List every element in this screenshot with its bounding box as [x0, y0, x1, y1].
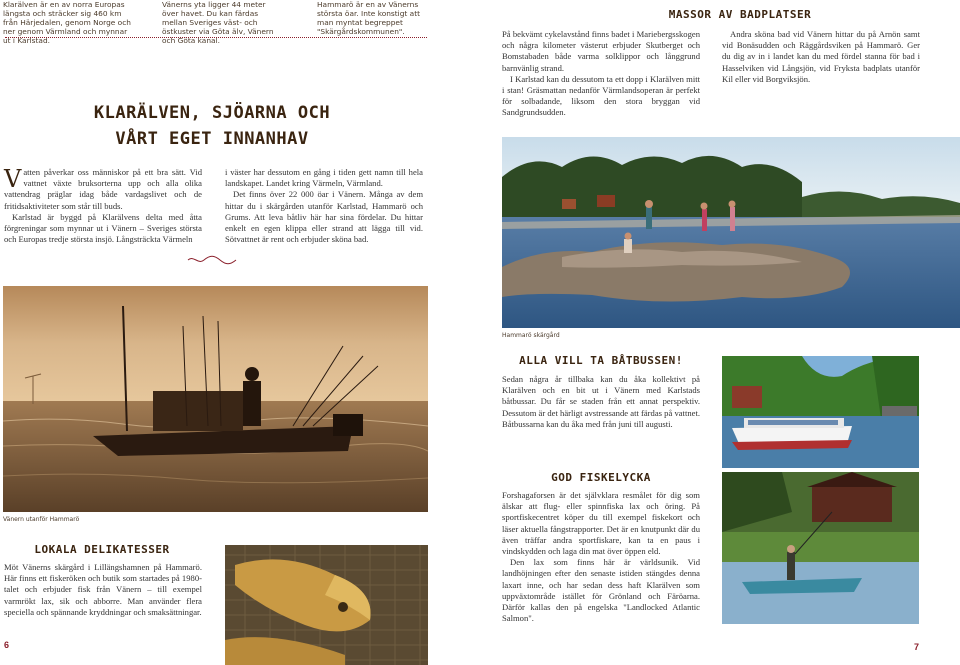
massor-paragraph: Andra sköna bad vid Vänern hittar du på Arnön samt vid Bonäsudden och Räggårdsviken på Hammarö. Ger du dig av in i landet kan du med fördel stanna för bad i Hasselviken vid Långsjön, vid Fryksta badplats utanför Kil eller vid Borgviksjön.	[722, 29, 920, 84]
intro-column-1	[4, 167, 202, 245]
drop-cap: V	[4, 165, 22, 193]
river-fishing-photo	[722, 472, 919, 624]
dotted-divider	[5, 37, 427, 38]
massor-heading: MASSOR AV BADPLATSER	[668, 8, 812, 21]
intro-paragraph-2: Karlstad är byggd på Klarälvens delta med åtta förgreningar som mynnar ut i Vänern – Sveriges största och Europas tredje största insjö. Långsträckta Värmeln	[4, 211, 202, 245]
intro-paragraph-3: i väster har dessutom en gång i tiden gett namn till hela landskapet. Landet kring Värmeln, Värmland.	[225, 167, 423, 189]
alla-column	[502, 374, 700, 430]
photo-caption-hammaro: Hammarö skärgård	[502, 332, 560, 339]
alla-heading: ALLA VILL TA BÅTBUSSEN!	[519, 354, 683, 367]
page-title-line1: KLARÄLVEN, SJÖARNA OCH	[93, 103, 331, 123]
page-number-right: 7	[914, 642, 920, 652]
massor-column	[722, 29, 920, 85]
intro-paragraph-4: Det finns över 22 000 öar i Vänern. Många av dem hittar du i skärgården utanför Karlstad, Hammarö och Grums. Att leva båtliv här har sina fördelar. Du hittar enkelt en egen klippa eller strand att lägga till vid. Sötvattnet är rent och erbjuder sköna bad.	[225, 189, 423, 245]
bad-paragraph-1: På bekvämt cykelavstånd finns badet i Mariebergsskogen och några kilometer västerut erbjuder Skutberget och Bomstabaden både varma solklippor och långgrund barnvänlig strand.	[502, 29, 700, 73]
bad-paragraph-2: I Karlstad kan du dessutom ta ett dopp i Klarälven mitt i stan! Gräsmattan nedanför Värmlandsoperan är perfekt för solbadande, liksom den stora bryggan vid Sandgrundsudden.	[502, 73, 700, 118]
fiske-paragraph-1: Forshagaforsen är det självklara resmålet för dig som älskar att flug- eller spinnfiska lax och öring. På sportfiskecentret köper du till exempel fiskekort och läser aktuella fångstrapporter. Det är en knutpunkt där du även träffar andra sportfiskare, kan ta en paus i vindskydden och laga din mat över öppen eld.	[502, 490, 700, 557]
ornament-icon	[186, 255, 238, 265]
fiske-paragraph-2: Den lax som finns här är världsunik. Vid landhöjningen efter den senaste istiden stängdes denna laxart inne, och har sedan dess haft Klarälven som uppväxtområde istället för Grönland och Färöarna. Därför kallas den på engelska "Landlocked Atlantic Salmon".	[502, 557, 700, 624]
caption-hammaro: Hammarö är en av Vänerns största öar. Inte konstigt att man myntat begreppet "Skärgårdskommunen".	[317, 0, 420, 36]
caption-klaralven: Klarälven är en av norra Europas längsta och sträcker sig 460 km från Härjedalen, genom Norge och ner genom Värmland och mynnar ut i Karlstad.	[3, 0, 131, 45]
intro-paragraph-1: atten påverkar oss människor på ett bra sätt. Vid vattnet växte bruksorterna upp och alla olika vattendrag präglar idag både vardagslivet och de fritidsaktiviteter som står till buds.	[4, 167, 202, 211]
lokala-body	[4, 562, 202, 618]
alla-paragraph: Sedan några år tillbaka kan du åka kollektivt på Klarälven och en bit ut i Vänern med Karlstads båtbussar. Du får se staden från ett annat perspektiv. Dessutom är det härligt avstressande att färdas på vattnet. Båtbussarna kan du åka med från juni till augusti.	[502, 374, 700, 429]
page-title	[0, 100, 424, 152]
boat-bus-photo	[722, 356, 919, 468]
fishing-boat-photo	[3, 286, 428, 512]
page-title-line2: VÅRT EGET INNANHAV	[115, 129, 309, 149]
lokala-paragraph: Möt Vänerns skärgård i Lillängshamnen på Hammarö. Här finns ett fiskeröken och butik som startades på 1980-talet och erbjuder fisk från Vänern – till exempel varmrökt lax, sik och abborre. Man använder flera speciella och spännande kryddningar och smaksättningar.	[4, 562, 202, 617]
archipelago-photo	[502, 137, 960, 328]
fiske-heading: GOD FISKELYCKA	[551, 471, 651, 484]
lokala-heading: LOKALA DELIKATESSER	[34, 543, 170, 556]
page-number-left: 6	[4, 640, 10, 650]
bad-column-1	[502, 29, 700, 119]
caption-vanern: Vänerns yta ligger 44 meter över havet. Du kan färdas mellan Sveriges väst- och östkuster via Göta älv, Vänern och Göta kanal.	[162, 0, 274, 45]
intro-column-2	[225, 167, 423, 245]
fiske-column	[502, 490, 700, 624]
photo-caption-vanern: Vänern utanför Hammarö	[3, 516, 80, 523]
smoked-fish-photo	[225, 545, 428, 665]
